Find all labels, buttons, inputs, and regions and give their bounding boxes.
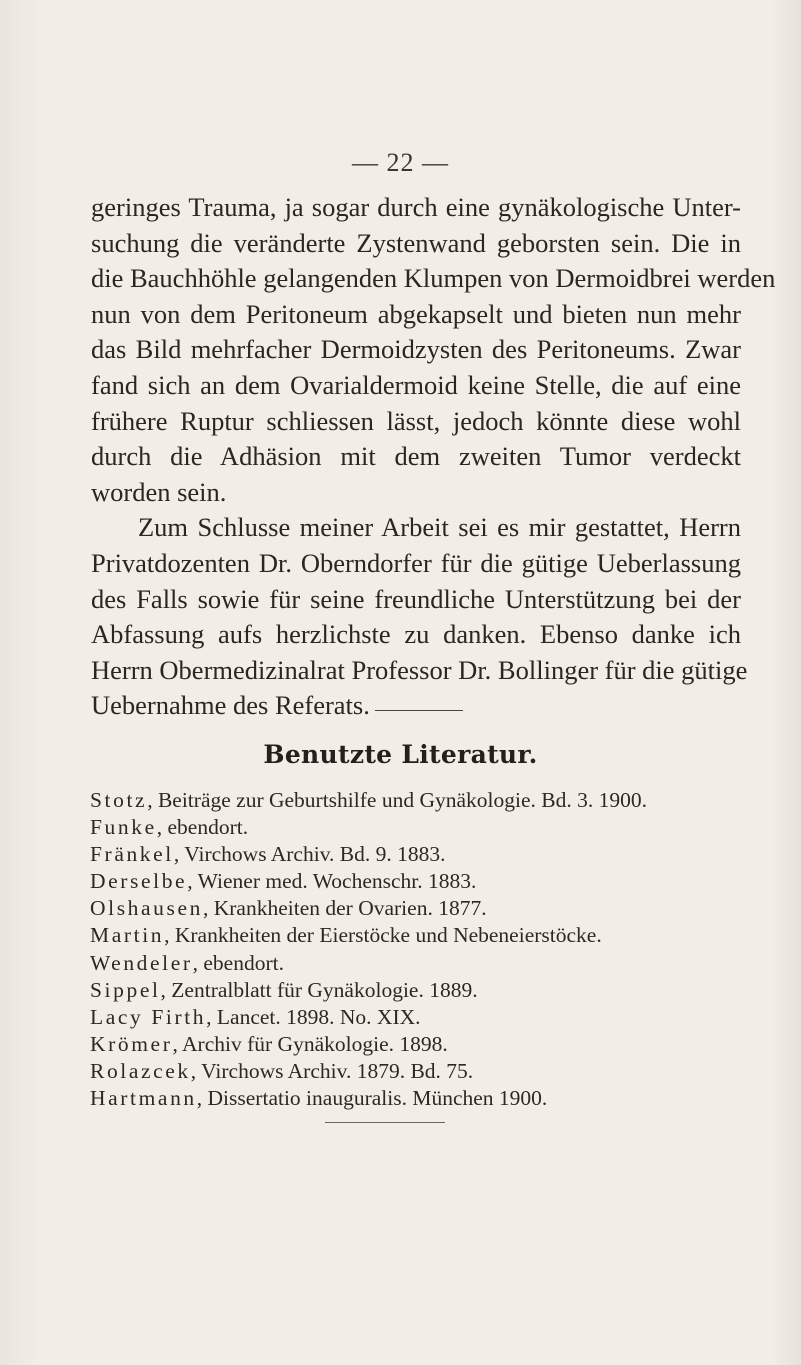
text-line: fand sich an dem Ovarialdermoid keine Stelle, die auf eine: [91, 369, 741, 400]
reference-source: , Beiträge zur Geburtshilfe und Gynäkologie. Bd. 3. 1900.: [147, 788, 647, 812]
reference-source: , Archiv für Gynäkologie. 1898.: [172, 1031, 448, 1056]
list-item: [90, 841, 750, 868]
reference-author: Olshausen: [90, 896, 203, 921]
text-line: frühere Ruptur schliessen lässt, jedoch könnte diese wohl: [91, 405, 741, 436]
list-item: [90, 922, 750, 949]
reference-source: , Virchows Archiv. Bd. 9. 1883.: [173, 842, 446, 867]
reference-author: Stotz: [90, 788, 148, 812]
literature-heading: Benutzte Literatur.: [263, 740, 538, 769]
literature-list: [90, 787, 750, 1112]
list-item: [90, 1004, 750, 1031]
reference-author: Martin: [90, 923, 165, 948]
text-line: die Bauchhöhle gelangenden Klumpen von Dermoidbrei werden: [91, 263, 776, 294]
list-item: [90, 1031, 750, 1058]
reference-author: Hartmann: [90, 1086, 197, 1111]
list-item: [90, 814, 750, 841]
reference-author: Krömer: [90, 1031, 173, 1056]
reference-author: Rolazcek: [90, 1058, 191, 1083]
reference-source: , Zentralblatt für Gynäkologie. 1889.: [160, 977, 478, 1002]
text-line: geringes Trauma, ja sogar durch eine gynäkologische Unter-: [91, 192, 741, 222]
list-item: [90, 1085, 750, 1112]
text-line: worden sein.: [91, 476, 227, 507]
text-line: Zum Schlusse meiner Arbeit sei es mir gestattet, Herrn: [138, 512, 741, 543]
reference-author: Funke: [90, 815, 157, 840]
text-line: nun von dem Peritoneum abgekapselt und bieten nun mehr: [91, 298, 741, 329]
reference-author: Sippel: [90, 977, 161, 1002]
section-divider: [375, 710, 463, 711]
paragraph-1: [91, 190, 776, 510]
reference-source: , ebendort.: [192, 950, 284, 975]
reference-source: , Lancet. 1898. No. XIX.: [206, 1004, 421, 1029]
text-line: suchung die veränderte Zystenwand geborsten sein. Die in: [91, 227, 741, 258]
reference-source: , Virchows Archiv. 1879. Bd. 75.: [190, 1058, 474, 1083]
text-line: das Bild mehrfacher Dermoidzysten des Peritoneums. Zwar: [91, 334, 741, 365]
text-line: Herrn Obermedizinalrat Professor Dr. Bollinger für die gütige: [91, 654, 748, 685]
reference-source: , Krankheiten der Ovarien. 1877.: [202, 896, 487, 921]
list-item: [90, 977, 750, 1004]
text-line: Abfassung aufs herzlichste zu danken. Ebenso danke ich: [91, 619, 741, 650]
text-line: Uebernahme des Referats.: [91, 690, 370, 721]
reference-source: , Wiener med. Wochenschr. 1883.: [187, 869, 477, 894]
text-line: durch die Adhäsion mit dem zweiten Tumor verdeckt: [91, 441, 741, 472]
reference-source: , Dissertatio inauguralis. München 1900.: [196, 1086, 548, 1111]
list-item: [90, 895, 750, 922]
list-item: [90, 950, 750, 977]
text-line: des Falls sowie für seine freundliche Unterstützung bei der: [91, 583, 741, 614]
text-line: Privatdozenten Dr. Oberndorfer für die gütige Ueberlassung: [91, 547, 741, 578]
paragraph-2: [91, 510, 748, 724]
list-item: [90, 1058, 750, 1085]
end-divider: [325, 1122, 445, 1123]
reference-author: Derselbe: [90, 869, 188, 894]
reference-source: , ebendort.: [156, 815, 249, 840]
list-item: [90, 787, 750, 814]
reference-author: Wendeler: [90, 950, 193, 975]
body-text: [91, 190, 776, 724]
reference-source: , Krankheiten der Eierstöcke und Nebeneierstöcke.: [164, 923, 602, 948]
reference-author: Lacy Firth: [90, 1004, 207, 1029]
page-number: — 22 —: [352, 148, 449, 177]
list-item: [90, 868, 750, 895]
reference-author: Fränkel: [90, 842, 174, 867]
